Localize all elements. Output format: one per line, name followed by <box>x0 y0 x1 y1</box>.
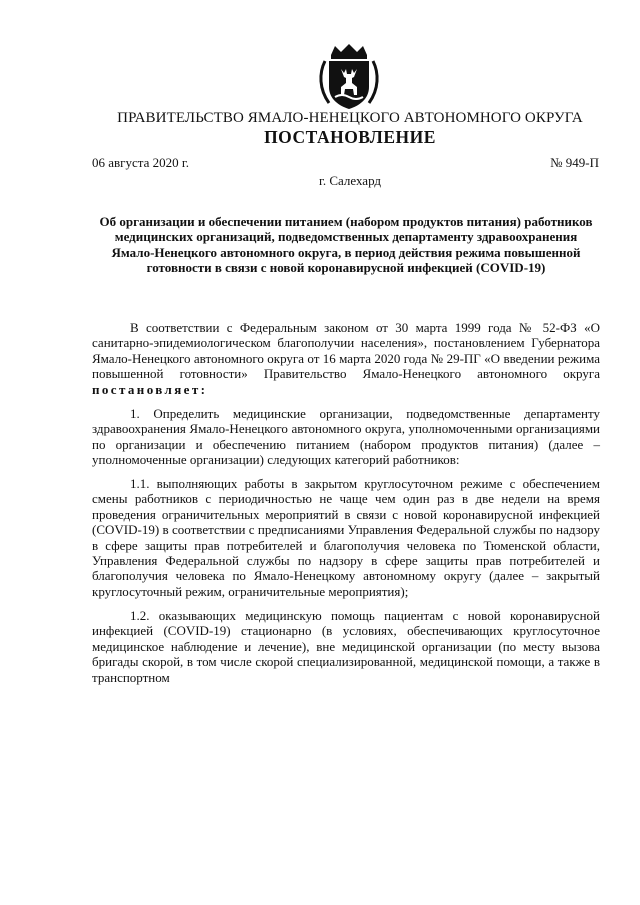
document-number: № 949-П <box>550 155 599 170</box>
laurel-left <box>321 61 329 103</box>
item-1-1-paragraph: 1.1. выполняющих работы в закрытом круглосуточном режиме с обеспечением смены работников с периодичностью не чаще чем один раз в две недели на время проведения ограничительных мероприятий в связи с новой коронавирусной инфекцией (COVID-19) в соответствии с предписаниями Управления Федеральной службы по надзору в сфере защиты прав потребителей и благополучия человека по Тюменской области, Управления Федеральной службы по надзору в сфере защиты прав потребителей и благополучия человека по Ямало-Ненецкому автономному округу (далее – закрытый круглосуточный режим, ограничительные мероприятия); <box>92 476 600 599</box>
resolves-word: постановляет: <box>92 381 208 397</box>
document-title: Об организации и обеспечении питанием (набором продуктов питания) работников медицинских организаций, подведомственных департаменту здравоохранения Ямало-Ненецкого автономного округа, в период действия режима повышенной готовности в связи с новой коронавирусной инфекцией (COVID-19) <box>99 214 593 275</box>
document-date: 06 августа 2020 г. <box>92 155 189 170</box>
preamble-text: В соответствии с Федеральным законом от 30 марта 1999 года № 52-ФЗ «О санитарно-эпидемиологическом благополучии населения», постановлением Губернатора Ямало-Ненецкого автономного округа от 16 марта 2020 года № 29-ПГ «О введении режима повышенной готовности» Правительство Ямало-Ненецкого автономного округа <box>92 320 600 382</box>
crown-shape <box>331 44 367 55</box>
laurel-right <box>369 61 377 103</box>
document-city: г. Салехард <box>318 173 382 188</box>
organization-name: ПРАВИТЕЛЬСТВО ЯМАЛО-НЕНЕЦКОГО АВТОНОМНОГО ОКРУГА <box>117 110 583 126</box>
coat-of-arms-icon <box>317 43 381 111</box>
item-1-2-paragraph: 1.2. оказывающих медицинскую помощь пациентам с новой коронавирусной инфекцией (COVID-19) стационарно (в условиях, обеспечивающих круглосуточное медицинское наблюдение и лечение), вне медицинской организации (по месту вызова бригады скорой, в том числе скорой специализированной, медицинской помощи, а также в транспортном <box>92 608 600 685</box>
preamble-paragraph <box>92 320 600 397</box>
document-type: ПОСТАНОВЛЕНИЕ <box>264 127 436 147</box>
item-1-paragraph: 1. Определить медицинские организации, подведомственные департаменту здравоохранения Ямало-Ненецкого автономного округа, уполномоченными организациями по организации и обеспечению питанием (набором продуктов питания) (далее – уполномоченные организации) следующих категорий работников: <box>92 406 600 468</box>
crown-band <box>331 55 367 59</box>
